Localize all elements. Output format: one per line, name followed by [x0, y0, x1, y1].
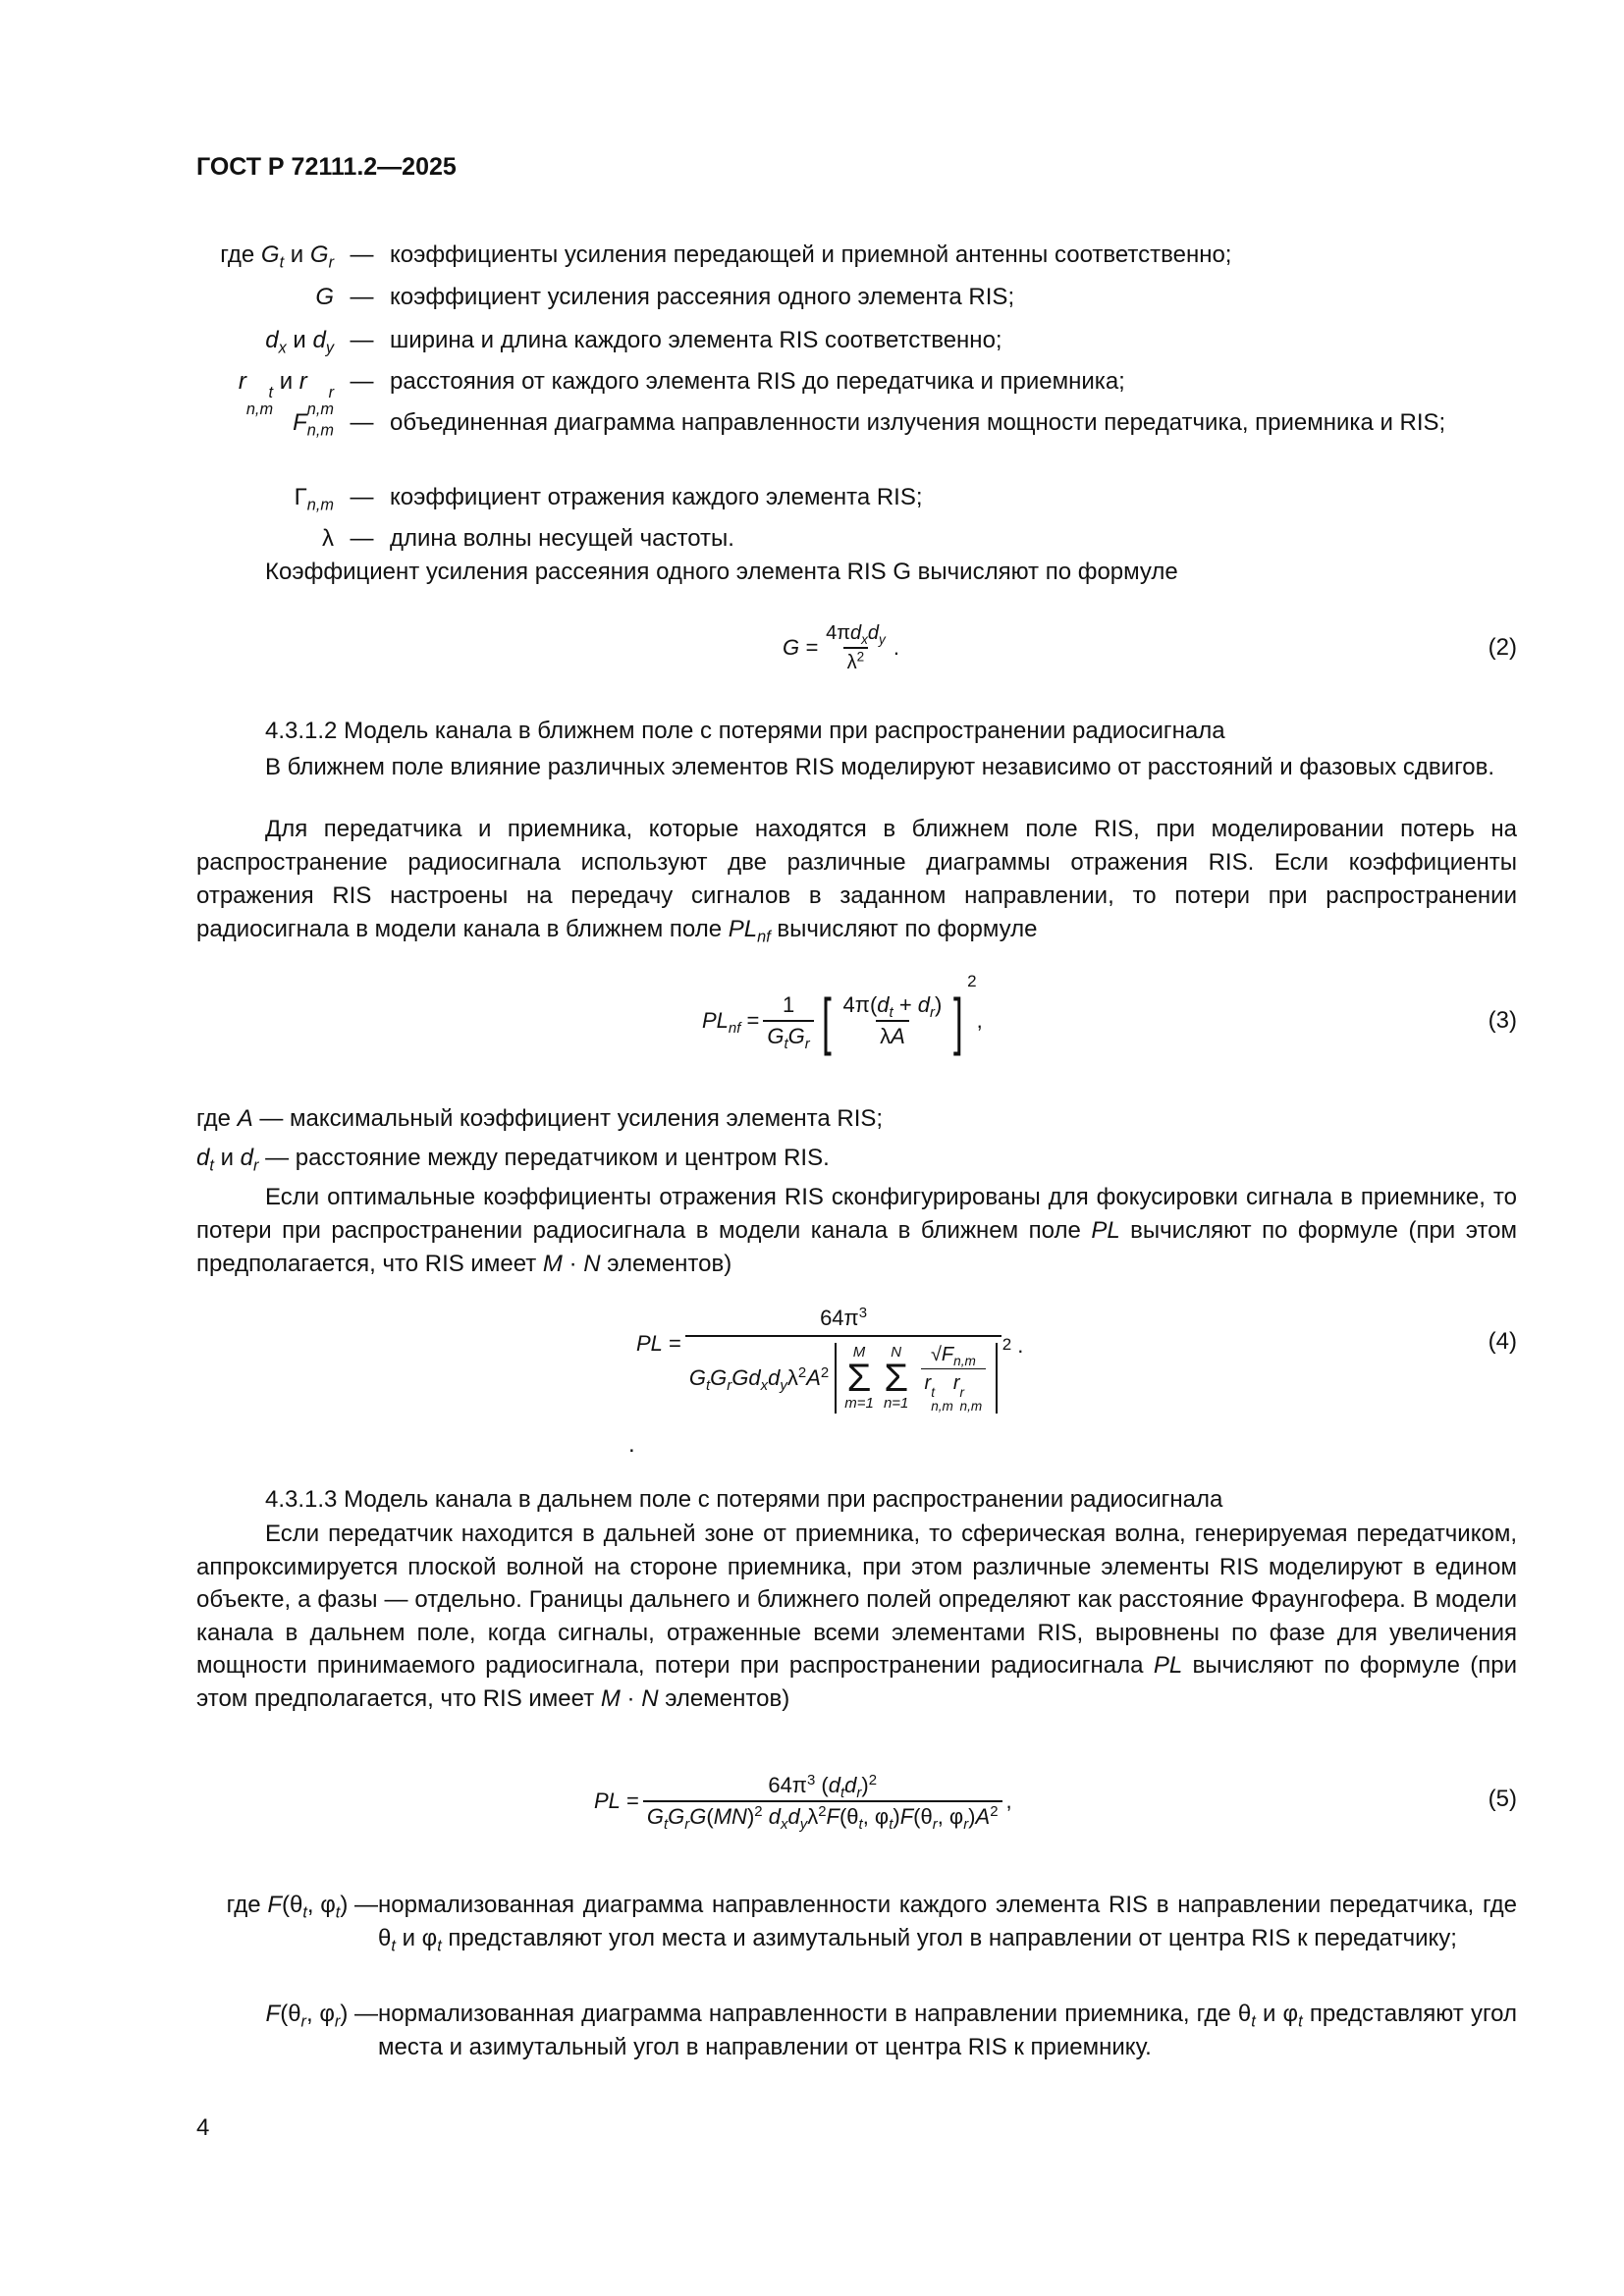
definition-text: объединенная диаграмма направленности излучения мощности передатчика, приемника и RIS; — [390, 409, 1446, 436]
fraction — [643, 1771, 1002, 1834]
definition-text: нормализованная диаграмма направленности в направлении приемника, где $\theta_t$ и $\varphi_t$ представляют угол места и азимутальный угол в направлении от центра RIS к приемнику. — [378, 2001, 1517, 2060]
definition-item — [147, 281, 1517, 314]
definition-term: $F(\theta_r$, $\varphi_r$) — — [265, 2001, 378, 2031]
math-token: PL — [594, 1788, 621, 1813]
left-bracket: [ — [821, 986, 832, 1056]
definition-dash: — — [350, 368, 374, 395]
definition-text: нормализованная диаграмма направленности каждого элемента RIS в направлении передатчика, где $\theta_t$ и $\varphi_t$ представляют угол места и азимутальный угол в направлении от центра RIS к передатчику; — [378, 1892, 1517, 1955]
denominator — [843, 647, 869, 674]
math-token: $d_x$ — [748, 1365, 769, 1395]
math-token: PL — [1153, 1652, 1183, 1679]
definition-term: $d_x$ и $d_y$ — [265, 327, 334, 357]
sigma-symbol: Σ — [884, 1357, 909, 1401]
where-line: где A — максимальный коэффициент усиления элемента RIS; — [196, 1105, 884, 1132]
section-heading: 4.3.1.3 Модель канала в дальнем поле с потерями при распространении радиосигнала — [265, 1486, 1223, 1513]
math-token: )$^2$ — [861, 1771, 878, 1797]
math-token: PL — [636, 1331, 663, 1356]
equation-number: (3) — [1488, 1007, 1517, 1034]
math-token: A — [891, 1024, 905, 1048]
definition-term — [147, 281, 334, 314]
definition-text: коэффициент усиления рассеяния одного элемента RIS; — [390, 284, 1015, 310]
math-token: $G_r$ — [668, 1804, 690, 1834]
numerator: $4\pi d_xd_y$ — [826, 622, 886, 647]
math-token: t — [335, 1903, 341, 1922]
equation-punct: . — [1017, 1333, 1024, 1358]
sum-m — [844, 1345, 874, 1413]
exponent: 2 — [967, 972, 977, 990]
math-token: t — [1298, 2012, 1303, 2031]
fraction — [839, 992, 947, 1050]
math-token: $d_t$ — [196, 1145, 214, 1175]
definition-item — [147, 1998, 1517, 2064]
math-token: $A^2$ — [806, 1363, 830, 1391]
math-token: $G_t$ — [260, 241, 285, 272]
equation-number: (5) — [1488, 1786, 1517, 1812]
math-token: $d_r$ — [917, 991, 936, 1021]
formula-intro: Коэффициент усиления рассеяния одного элемента RIS G вычисляют по формуле — [265, 559, 1178, 585]
definition-item — [147, 239, 1517, 272]
math-token: $d_y$ — [867, 622, 886, 647]
document-header: ГОСТ Р 72111.2—2025 — [196, 153, 457, 181]
definition-item — [147, 324, 1517, 357]
definition-text: расстояния от каждого элемента RIS до передатчика и приемника; — [390, 368, 1125, 395]
math-token: MN — [713, 1804, 747, 1829]
math-token: t — [302, 1903, 307, 1922]
math-token: F — [267, 1892, 282, 1918]
equation-2 — [783, 607, 899, 689]
math-token: G — [315, 284, 334, 310]
math-token: $G_t$ — [688, 1365, 711, 1395]
definition-text: коэффициенты усиления передающей и приемной антенны соответственно; — [390, 241, 1232, 268]
definition-dash: — — [350, 284, 374, 310]
math-token: $d_r$ — [240, 1145, 259, 1175]
definition-item — [147, 522, 1517, 556]
sigma-symbol: Σ — [846, 1357, 872, 1401]
math-token: A — [237, 1105, 253, 1132]
paragraph: Для передатчика и приемника, которые находятся в ближнем поле RIS, при моделировании потерь на распространение радиосигнала используют две различные диаграммы отражения RIS. Если коэффициенты отражения RIS настроены на передачу сигналов в заданном направлении, то потери при распространении радиосигнала в модели канала в ближнем поле $PL_{nf}$ вычисляют по формуле — [196, 816, 1517, 946]
math-token: $d_y$ — [787, 1804, 808, 1834]
math-token: r r n,m — [298, 368, 334, 419]
equation-lhs: PL = — [636, 1331, 681, 1356]
sum-lower-limit: n=1 — [883, 1395, 909, 1413]
math-token: N — [583, 1251, 601, 1277]
math-token: r t n,m — [238, 368, 274, 419]
math-token: $d_r$ — [844, 1772, 862, 1801]
definition-term: где $F(\theta_t$, $\varphi_t$) — — [226, 1892, 378, 1922]
definition-item — [147, 1889, 1517, 1955]
definition-term: r t n,m и r r n,m — [238, 368, 334, 419]
math-token: PL — [1091, 1217, 1120, 1244]
definition-item — [147, 481, 1517, 514]
definition-dash: — — [350, 484, 374, 510]
math-token: $G_t$ — [767, 1024, 788, 1053]
definition-term — [147, 481, 334, 514]
definition-dash: — — [350, 327, 374, 353]
equation-3 — [702, 972, 983, 1070]
math-token: $d_x$ — [265, 327, 287, 357]
right-bracket: ] — [953, 986, 964, 1056]
equation-punct: , — [976, 1007, 983, 1033]
numerator: $√F_{n,m}$ — [930, 1344, 976, 1369]
math-token: $d_t$ — [828, 1772, 845, 1801]
math-token: $F_{n,m}$ — [293, 409, 334, 440]
definition-text: ширина и длина каждого элемента RIS соответственно; — [390, 327, 1002, 353]
math-token: r — [963, 1816, 969, 1834]
math-token: $F_{n,m}$ — [941, 1344, 976, 1369]
math-token: $d_x$ — [768, 1804, 788, 1834]
math-token: M — [542, 1251, 563, 1277]
fraction — [685, 1304, 1012, 1415]
math-token: $64\pi^3$ — [820, 1304, 868, 1330]
denominator — [685, 1335, 1012, 1415]
definition-term — [147, 522, 334, 556]
sum-n — [884, 1345, 908, 1413]
fraction — [822, 621, 890, 674]
definition-term — [147, 406, 334, 440]
absolute-value — [835, 1335, 1012, 1415]
equation-5 — [594, 1757, 1012, 1845]
math-token: $\lambda^2$ — [807, 1802, 827, 1829]
math-token: r — [300, 2012, 306, 2031]
math-token: F — [899, 1804, 914, 1829]
numerator: $4\pi(d_t + d_r)$ — [842, 991, 943, 1021]
math-token: $d_y$ — [768, 1365, 787, 1395]
equation-punct: . — [893, 634, 899, 660]
math-token: G — [689, 1804, 707, 1829]
definition-text: длина волны несущей частоты. — [390, 525, 734, 552]
paragraph: Если передатчик находится в дальней зоне от приемника, то сферическая волна, генерируемая передатчиком, аппроксимируется плоской волной на стороне приемника, при этом различные элементы RIS моделируют в едином объекте, а фазы — отдельно. Границы дальнего и ближнего полей определяют как расстояние Фраунгофера. В модели канала в дальнем поле, когда сигналы, отраженные всеми элементами RIS, выровнены по фазе для увеличения мощности принимаемого радиосигнала, потери при распространении радиосигнала PL вычисляют по формуле (при этом предполагается, что RIS имеет M · N элементов) — [196, 1521, 1518, 1712]
numerator — [722, 1306, 965, 1335]
math-token: $\lambda^2$ — [786, 1363, 807, 1391]
math-token: λ — [322, 525, 334, 552]
definition-dash: — — [350, 241, 374, 268]
definition-dash: — — [350, 409, 374, 436]
math-token: G — [731, 1365, 749, 1391]
numerator: $64\pi^3$ $(d_td_r)^2$ — [768, 1771, 878, 1801]
page-number: 4 — [196, 2114, 210, 2141]
exponent: 2 — [1001, 1335, 1012, 1355]
math-token: t — [889, 1816, 893, 1834]
fraction — [763, 991, 813, 1053]
math-token: t — [437, 1937, 442, 1955]
math-token: $\Gamma_{n,m}$ — [294, 484, 334, 514]
denominator-factors — [688, 1363, 830, 1395]
math-token: r r n,m — [952, 1372, 983, 1415]
math-token: $A^2$ — [975, 1802, 999, 1829]
math-token: $64\pi^3$ — [768, 1771, 816, 1797]
math-token: $G_t$ — [646, 1804, 669, 1834]
math-token: )$^2$ — [746, 1802, 763, 1829]
stray-mark: . — [628, 1431, 635, 1458]
math-token: $d_y$ — [312, 327, 334, 357]
denominator — [921, 1368, 987, 1414]
math-token: F — [826, 1804, 839, 1829]
equation-punct: , — [1005, 1788, 1012, 1813]
equation-lhs: G = — [783, 634, 819, 660]
section-heading: 4.3.1.2 Модель канала в ближнем поле с потерями при распространении радиосигнала — [265, 718, 1225, 744]
denominator: λA — [876, 1020, 909, 1049]
math-token: $PL_{nf}$ — [702, 1007, 741, 1038]
definition-text: коэффициент отражения каждого элемента RIS; — [390, 484, 923, 510]
math-token: r — [334, 2012, 341, 2031]
math-token: r — [932, 1816, 938, 1834]
math-token: $d_x$ — [850, 622, 868, 647]
math-token: M — [600, 1684, 621, 1712]
equation-number: (4) — [1488, 1328, 1517, 1355]
math-token: F — [265, 2001, 281, 2027]
equation-4 — [636, 1306, 1023, 1453]
math-token: N — [641, 1684, 659, 1712]
math-token: $d_t$ — [877, 991, 893, 1021]
denominator: $G_tG_rG(MN)^2$ $d_xd_y\lambda^2F(\theta_t$, $\varphi_t)F(\theta_r$, $\varphi_r)A^2$ — [643, 1800, 1002, 1830]
math-token: t — [391, 1937, 396, 1955]
paragraph: Если оптимальные коэффициенты отражения RIS сконфигурированы для фокусировки сигнала в приемнике, то потери при распространении радиосигнала в модели канала в ближнем поле PL вычисляют по формуле (при этом предполагается, что RIS имеет M · N элементов) — [196, 1184, 1518, 1277]
sum-upper-limit: M — [852, 1343, 866, 1361]
numerator: 1 — [782, 991, 795, 1017]
math-token: r t n,m — [924, 1372, 953, 1415]
math-token: $G_r$ — [309, 241, 334, 272]
math-token: t — [858, 1816, 863, 1834]
math-token: $G_r$ — [710, 1365, 732, 1395]
math-token: $PL_{nf}$ — [728, 916, 771, 946]
where-line: $d_t$ и $d_r$ — расстояние между передатчиком и центром RIS. — [196, 1145, 830, 1175]
equation-number: (2) — [1488, 634, 1517, 661]
fraction — [921, 1343, 987, 1414]
definition-dash: — — [350, 525, 374, 552]
math-token: $G_r$ — [787, 1024, 810, 1053]
definition-item — [147, 406, 1517, 440]
math-token: t — [1251, 2012, 1256, 2031]
equation-lhs: PL = — [594, 1788, 639, 1813]
math-token: $\lambda^2$ — [846, 649, 865, 673]
sum-upper-limit: N — [891, 1343, 902, 1361]
definition-term: где $G_t$ и $G_r$ — [220, 241, 334, 272]
sum-lower-limit: m=1 — [844, 1395, 874, 1413]
equation-lhs: $PL_{nf}$ = — [702, 1007, 760, 1038]
denominator — [763, 1020, 813, 1053]
paragraph: В ближнем поле влияние различных элементов RIS моделируют независимо от расстояний и фазовых сдвигов. — [265, 754, 1495, 780]
